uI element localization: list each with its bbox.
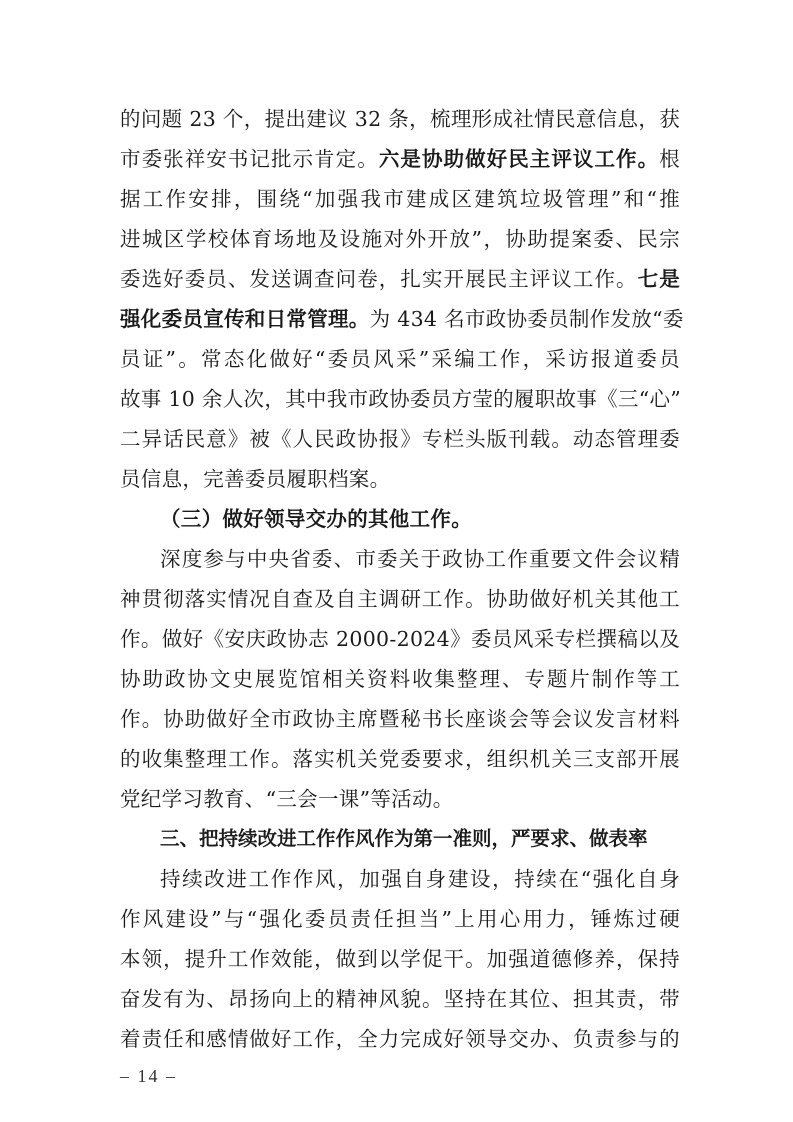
body-line: 着责任和感情做好工作，全力完成好领导交办、负责参与的 bbox=[120, 1027, 680, 1051]
body-line: 故事 10 余人次，其中我市政协委员方莹的履职故事《三“心” bbox=[120, 387, 682, 411]
body-line: 据工作安排，围绕“加强我市建成区建筑垃圾管理”和“推 bbox=[120, 187, 680, 211]
body-line: 二异话民意》被《人民政协报》专栏头版刊载。动态管理委 bbox=[120, 427, 680, 451]
body-line: 作风建设”与“强化委员责任担当”上用心用力，锤炼过硬 bbox=[120, 907, 680, 931]
body-line: 本领，提升工作效能，做到以学促干。加强道德修养，保持 bbox=[120, 947, 680, 971]
body-line: 强化委员宣传和日常管理。为 434 名市政协委员制作发放“委 bbox=[120, 307, 684, 331]
body-line: 持续改进工作作风，加强自身建设，持续在“强化自身 bbox=[160, 867, 680, 891]
body-line: 市委张祥安书记批示肯定。六是协助做好民主评议工作。根 bbox=[120, 147, 680, 171]
body-line: 党纪学习教育、“三会一课”等活动。 bbox=[120, 787, 454, 811]
body-line: 委选好委员、发送调查问卷，扎实开展民主评议工作。七是 bbox=[120, 267, 680, 291]
body-line: 神贯彻落实情况自查及自主调研工作。协助做好机关其他工 bbox=[120, 587, 680, 611]
page-number: – 14 – bbox=[120, 1066, 177, 1086]
section-heading: （三）做好领导交办的其他工作。 bbox=[160, 507, 472, 531]
part-heading: 三、把持续改进工作作风作为第一准则，严要求、做表率 bbox=[160, 827, 648, 850]
body-line: 深度参与中央省委、市委关于政协工作重要文件会议精 bbox=[160, 547, 680, 571]
body-line: 员信息，完善委员履职档案。 bbox=[120, 467, 391, 491]
body-line: 的收集整理工作。落实机关党委要求，组织机关三支部开展 bbox=[120, 747, 680, 771]
body-line: 员证”。常态化做好“委员风采”采编工作，采访报道委员 bbox=[120, 347, 680, 371]
body-line: 奋发有为、昂扬向上的精神风貌。坚持在其位、担其责，带 bbox=[120, 987, 680, 1011]
body-line: 进城区学校体育场地及设施对外开放”，协助提案委、民宗 bbox=[120, 227, 680, 251]
body-line: 的问题 23 个，提出建议 32 条，梳理形成社情民意信息，获 bbox=[120, 107, 680, 131]
body-line: 作。做好《安庆政协志 2000-2024》委员风采专栏撰稿以及 bbox=[120, 627, 680, 651]
body-line: 协助政协文史展览馆相关资料收集整理、专题片制作等工 bbox=[120, 667, 680, 691]
body-line: 作。协助做好全市政协主席暨秘书长座谈会等会议发言材料 bbox=[120, 707, 680, 731]
